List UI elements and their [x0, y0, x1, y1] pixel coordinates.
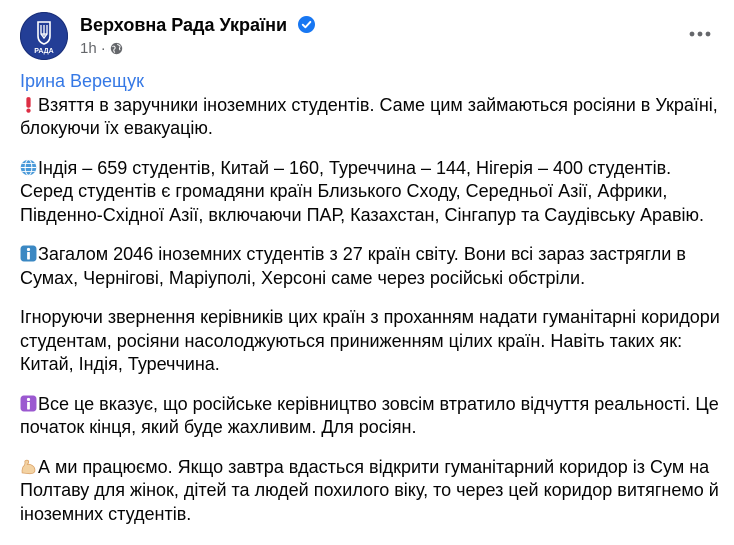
page-name-text[interactable]: Верховна Рада України — [80, 15, 288, 35]
post-paragraph-4-text: Ігноруючи звернення керівників цих країн з проханням надати гуманітарні коридори студентам, росіяни насолоджуються приниженням цілих країн. Навіть таких як: Китай, Індія, Туреччина. — [20, 307, 720, 374]
post-timestamp[interactable]: 1h — [80, 40, 97, 57]
post-paragraph-3-text: Загалом 2046 іноземних студентів з 27 країн світу. Вони всі зараз застрягли в Сумах, Чернігові, Маріуполі, Херсоні саме через російські обстріли. — [20, 244, 686, 288]
more-options-icon — [689, 31, 711, 37]
meta-separator: · — [100, 40, 106, 57]
globe-emoji-icon — [20, 159, 37, 176]
info-purple-icon — [20, 395, 37, 412]
post-paragraph-1-text: Взяття в заручники іноземних студентів. Саме цим займаються росіяни в Україні, блокуючи їх евакуацію. — [20, 94, 718, 138]
post-paragraph-5-text: Все це вказує, що російське керівництво зовсім втратило відчуття реальності. Це початок кінця, який буде жахливим. Для росіян. — [20, 393, 719, 437]
red-exclamation-icon — [20, 96, 37, 113]
more-options-button[interactable] — [682, 16, 718, 52]
verified-badge-icon — [298, 16, 315, 33]
globe-icon[interactable] — [110, 42, 123, 55]
post-header — [20, 12, 718, 60]
post-body — [20, 70, 720, 542]
post-paragraph-2-text: Індія – 659 студентів, Китай – 160, Туреччина – 144, Нігерія – 400 студентів. Серед студентів є громадяни країн Близького Сходу, Середньої Азії, Африки, Південно-Східної Азії, включаючи ПАР, Казахстан, Сінгапур та Саудівську Аравію. — [20, 157, 705, 225]
post-paragraph-2 — [20, 157, 720, 228]
post-paragraph-6 — [20, 456, 720, 527]
page-name[interactable] — [80, 14, 315, 36]
rada-logo-icon — [20, 12, 68, 60]
info-blue-icon — [20, 245, 37, 262]
post-paragraph-3 — [20, 243, 720, 290]
post-paragraph-6-text: А ми працюємо. Якщо завтра вдасться відкрити гуманітарний коридор із Сум на Полтаву для жінок, дітей та людей похилого віку, то через цей коридор витягнемо й іноземних студентів. — [20, 456, 719, 524]
post-paragraph-5 — [20, 393, 720, 440]
post-paragraph-1 — [20, 94, 720, 141]
avatar-label: РАДА — [34, 48, 54, 55]
post-meta — [80, 39, 123, 59]
author-mention-link[interactable]: Ірина Верещук — [20, 71, 144, 91]
page-avatar[interactable] — [20, 12, 68, 60]
post-paragraph-4 — [20, 306, 720, 377]
flexed-biceps-icon — [20, 458, 37, 475]
